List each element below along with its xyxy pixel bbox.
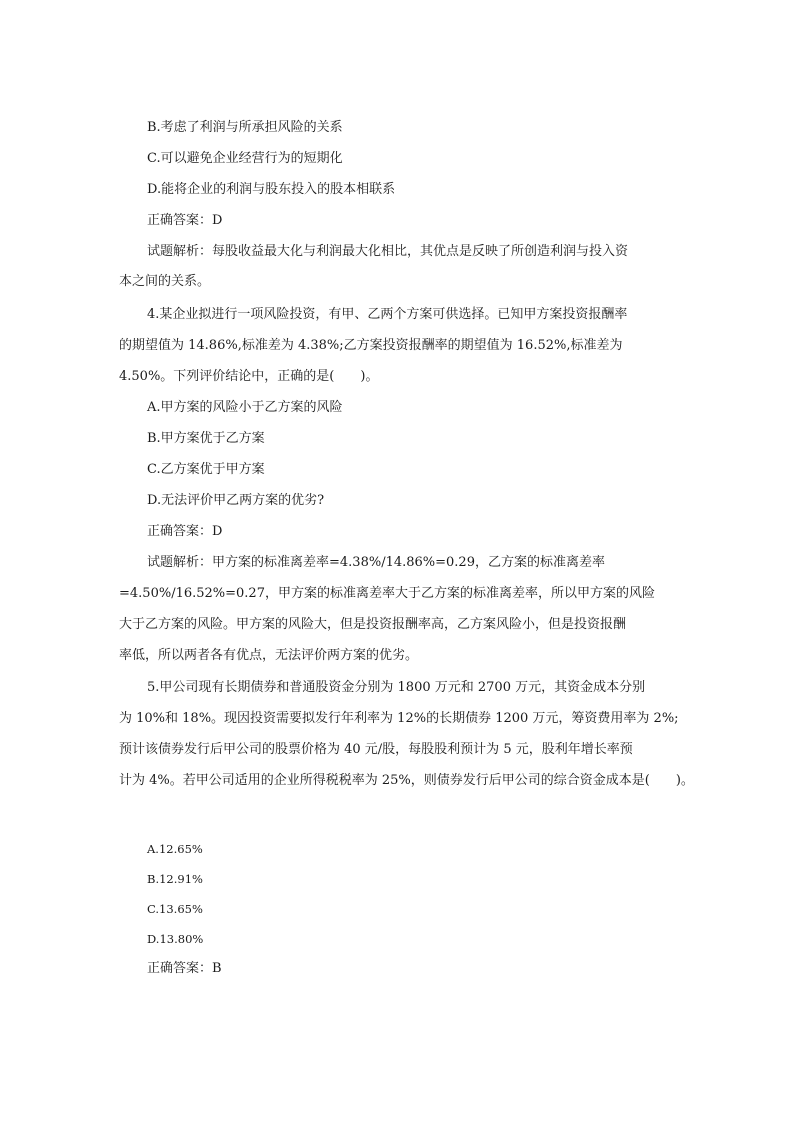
q3-answer: 正确答案：D [147, 213, 223, 228]
q4-stem-line: 4.50%。下列评价结论中，正确的是( )。 [119, 369, 379, 384]
q4-analysis-line: =4.50%/16.52%=0.27，甲方案的标准离差率大于乙方案的标准离差率，所以甲方案的风险 [119, 586, 655, 601]
q5-option-c: C.13.65% [147, 902, 203, 916]
q4-option-a: A.甲方案的风险小于乙方案的风险 [147, 400, 343, 415]
q3-analysis-line: 试题解析：每股收益最大化与利润最大化相比，其优点是反映了所创造利润与投入资 [147, 244, 629, 259]
q4-stem-line: 的期望值为 14.86%,标准差为 4.38%;乙方案投资报酬率的期望值为 16.52%,标准差为 [119, 338, 623, 353]
q3-option-c: C.可以避免企业经营行为的短期化 [147, 151, 343, 166]
q5-stem-line: 计为 4%。若甲公司适用的企业所得税税率为 25%，则债券发行后甲公司的综合资金成本是( )。 [119, 773, 694, 788]
q5-option-a: A.12.65% [147, 842, 203, 856]
q4-option-d: D.无法评价甲乙两方案的优劣? [147, 493, 325, 508]
q5-answer: 正确答案：B [147, 961, 222, 976]
q4-answer: 正确答案：D [147, 524, 223, 539]
q3-option-d: D.能将企业的利润与股东投入的股本相联系 [147, 182, 396, 197]
q4-stem-line: 4.某企业拟进行一项风险投资，有甲、乙两个方案可供选择。已知甲方案投资报酬率 [147, 307, 628, 322]
q4-option-b: B.甲方案优于乙方案 [147, 431, 265, 446]
q3-analysis-line: 本之间的关系。 [119, 274, 211, 289]
q5-option-b: B.12.91% [147, 872, 203, 886]
q5-stem-line: 5.甲公司现有长期债券和普通股资金分别为 1800 万元和 2700 万元，其资金成本分别 [147, 680, 646, 695]
q4-option-c: C.乙方案优于甲方案 [147, 462, 265, 477]
q4-analysis-line: 试题解析：甲方案的标准离差率=4.38%/14.86%=0.29，乙方案的标准离差率 [147, 555, 605, 570]
q5-stem-line: 为 10%和 18%。现因投资需要拟发行年利率为 12%的长期债券 1200 万元，筹资费用率为 2%; [119, 711, 679, 726]
q4-analysis-line: 率低，所以两者各有优点，无法评价两方案的优劣。 [119, 648, 419, 663]
q4-analysis-line: 大于乙方案的风险。甲方案的风险大，但是投资报酬率高，乙方案风险小，但是投资报酬 [119, 617, 627, 632]
q5-stem-line: 预计该债券发行后甲公司的股票价格为 40 元/股，每股股利预计为 5 元，股利年增长率预 [119, 742, 633, 757]
q3-option-b: B.考虑了利润与所承担风险的关系 [147, 120, 343, 135]
q5-option-d: D.13.80% [147, 932, 204, 946]
